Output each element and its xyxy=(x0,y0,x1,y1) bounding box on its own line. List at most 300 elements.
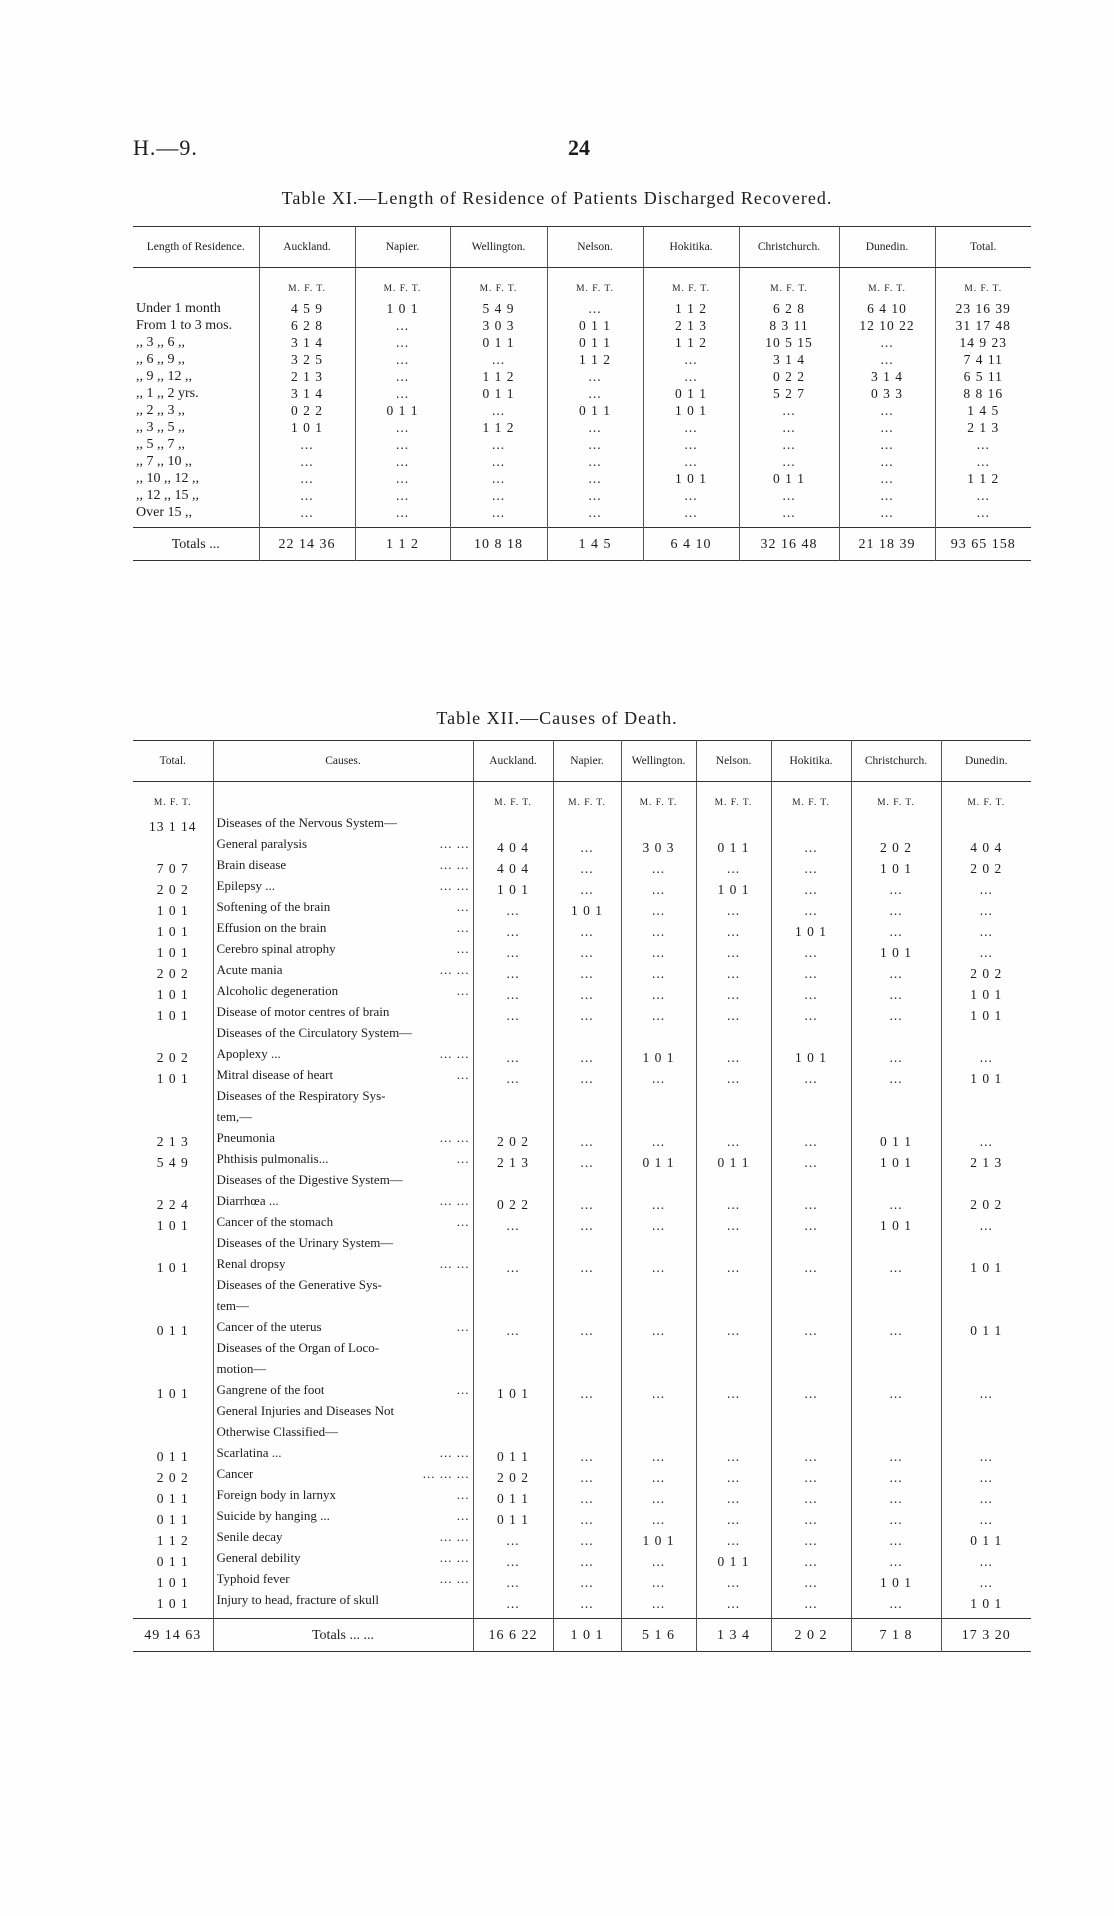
total-cell xyxy=(133,1234,213,1255)
cause-cell xyxy=(213,1360,473,1381)
data-cell xyxy=(771,814,851,835)
data-cell: ... xyxy=(259,504,355,521)
table-row xyxy=(133,1339,1031,1360)
total-cell: 1 0 1 xyxy=(553,1619,621,1652)
cause-label: Disease of motor centres of brain xyxy=(216,1004,390,1019)
data-cell: 6 4 10 xyxy=(839,300,935,317)
data-cell: ... xyxy=(643,436,739,453)
data-cell: ... xyxy=(553,1150,621,1171)
cause-cell xyxy=(213,835,473,856)
cause-label: Diseases of the Nervous System— xyxy=(216,815,398,830)
data-cell: ... xyxy=(976,454,990,469)
cause-label: Mitral disease of heart xyxy=(216,1067,334,1082)
table-row xyxy=(133,436,1031,453)
column-header: Total. xyxy=(935,227,1031,268)
data-cell: ... xyxy=(553,1129,621,1150)
leader-dots: ... ... xyxy=(439,962,470,977)
data-cell: ... xyxy=(696,1255,771,1276)
table-row xyxy=(133,1024,1031,1045)
table-row xyxy=(133,1234,1031,1255)
data-cell: ... xyxy=(450,504,547,521)
column-header: Total. xyxy=(133,741,213,782)
total-cell: 2 0 2 xyxy=(133,961,213,982)
data-cell: ... xyxy=(553,919,621,940)
data-cell xyxy=(696,1360,771,1381)
table-row xyxy=(133,814,1031,835)
total-cell: 0 1 1 xyxy=(133,1318,213,1339)
table-row xyxy=(133,1591,1031,1612)
cause-label: Brain disease xyxy=(216,857,287,872)
data-cell: ... xyxy=(643,487,739,504)
cause-label: Diseases of the Urinary System— xyxy=(216,1235,394,1250)
data-cell xyxy=(553,1360,621,1381)
data-cell xyxy=(621,1360,696,1381)
cause-label: Cancer of the stomach xyxy=(216,1214,334,1229)
leader-dots: ... ... xyxy=(439,878,470,893)
table-row xyxy=(133,300,1031,317)
data-cell: ... xyxy=(553,1465,621,1486)
data-cell: 4 0 4 xyxy=(473,835,553,856)
data-cell: ... xyxy=(979,1386,993,1401)
column-header: Napier. xyxy=(355,227,450,268)
data-cell: ... xyxy=(771,1318,851,1339)
cause-label: Alcoholic degeneration xyxy=(216,983,339,998)
data-cell: ... xyxy=(553,982,621,1003)
data-cell: ... xyxy=(553,1003,621,1024)
data-cell: 3 0 3 xyxy=(450,317,547,334)
cause-cell xyxy=(213,1192,473,1213)
total-cell xyxy=(133,1402,213,1423)
data-cell: ... xyxy=(771,835,851,856)
data-cell: ... xyxy=(473,919,553,940)
data-cell: ... xyxy=(621,877,696,898)
total-cell: 1 0 1 xyxy=(133,898,213,919)
data-cell: 1 1 2 xyxy=(967,471,1000,486)
spacer xyxy=(133,268,259,301)
cause-cell xyxy=(213,1591,473,1612)
data-cell: ... xyxy=(621,1318,696,1339)
data-cell xyxy=(621,1276,696,1297)
total-cell: 1 0 1 xyxy=(133,940,213,961)
data-cell xyxy=(771,1276,851,1297)
data-cell: ... xyxy=(771,1381,851,1402)
data-cell: ... xyxy=(547,436,643,453)
data-cell xyxy=(553,1171,621,1192)
total-cell: 2 1 3 xyxy=(133,1129,213,1150)
table-row xyxy=(133,898,1031,919)
residence-label: ,, 7 ,, 10 ,, xyxy=(133,453,259,470)
data-cell: ... xyxy=(739,504,839,521)
leader-dots: ... ... xyxy=(439,836,470,851)
data-cell: ... xyxy=(450,487,547,504)
data-cell: ... xyxy=(473,1003,553,1024)
data-cell: ... xyxy=(839,504,935,521)
table-row xyxy=(133,1507,1031,1528)
data-cell: ... xyxy=(621,1213,696,1234)
data-cell xyxy=(553,1402,621,1423)
data-cell: ... xyxy=(771,1591,851,1612)
column-header: Dunedin. xyxy=(839,227,935,268)
column-header: Hokitika. xyxy=(771,741,851,782)
data-cell: ... xyxy=(355,334,450,351)
residence-label: ,, 2 ,, 3 ,, xyxy=(133,402,259,419)
data-cell: ... xyxy=(979,924,993,939)
data-cell: ... xyxy=(547,419,643,436)
data-cell xyxy=(771,1024,851,1045)
total-cell xyxy=(133,1108,213,1129)
data-cell: ... xyxy=(621,1129,696,1150)
subheader-row xyxy=(133,268,1031,301)
total-cell xyxy=(133,1423,213,1444)
sex-subheader: M. F. T. xyxy=(133,782,213,815)
total-cell: 1 0 1 xyxy=(133,982,213,1003)
data-cell: ... xyxy=(553,1486,621,1507)
data-cell xyxy=(851,1297,941,1318)
data-cell: ... xyxy=(696,1465,771,1486)
column-header: Hokitika. xyxy=(643,227,739,268)
cause-label: Otherwise Classified— xyxy=(216,1424,339,1439)
table-row xyxy=(133,1486,1031,1507)
sex-subheader: M. F. T. xyxy=(355,268,450,301)
table-row xyxy=(133,368,1031,385)
data-cell: 0 1 1 xyxy=(450,385,547,402)
table-row xyxy=(133,1087,1031,1108)
data-cell: ... xyxy=(553,856,621,877)
total-cell: 0 1 1 xyxy=(133,1486,213,1507)
data-cell: ... xyxy=(259,487,355,504)
column-header: Causes. xyxy=(213,741,473,782)
data-cell: ... xyxy=(696,1486,771,1507)
data-cell: 0 1 1 xyxy=(970,1323,1003,1338)
data-cell: ... xyxy=(547,385,643,402)
data-cell xyxy=(621,1108,696,1129)
data-cell: ... xyxy=(473,1213,553,1234)
data-cell: 1 0 1 xyxy=(621,1528,696,1549)
data-cell: ... xyxy=(851,1066,941,1087)
sex-subheader: M. F. T. xyxy=(450,268,547,301)
data-cell: 1 0 1 xyxy=(643,470,739,487)
data-cell: ... xyxy=(979,1575,993,1590)
data-cell: 0 1 1 xyxy=(473,1444,553,1465)
data-cell: ... xyxy=(696,1444,771,1465)
data-cell: ... xyxy=(771,1444,851,1465)
data-cell: ... xyxy=(839,419,935,436)
table-row xyxy=(133,385,1031,402)
totals-row xyxy=(133,1619,1031,1652)
cause-cell xyxy=(213,1276,473,1297)
data-cell: 0 1 1 xyxy=(970,1533,1003,1548)
table-row xyxy=(133,487,1031,504)
data-cell: 2 0 2 xyxy=(473,1465,553,1486)
data-cell: 6 2 8 xyxy=(259,317,355,334)
total-cell: 1 0 1 xyxy=(133,1570,213,1591)
total-cell: 22 14 36 xyxy=(259,528,355,561)
data-cell xyxy=(851,1234,941,1255)
leader-dots: ... ... xyxy=(439,1550,470,1565)
total-cell: 0 1 1 xyxy=(133,1507,213,1528)
cause-label: General paralysis xyxy=(216,836,308,851)
data-cell: 5 4 9 xyxy=(450,300,547,317)
data-cell: 2 1 3 xyxy=(970,1155,1003,1170)
residence-label: Under 1 month xyxy=(133,300,259,317)
data-cell: ... xyxy=(979,1134,993,1149)
data-cell: ... xyxy=(771,1129,851,1150)
data-cell: ... xyxy=(553,877,621,898)
data-cell: ... xyxy=(739,487,839,504)
cause-cell xyxy=(213,1087,473,1108)
data-cell: ... xyxy=(621,1591,696,1612)
total-cell xyxy=(133,1297,213,1318)
total-cell xyxy=(133,1087,213,1108)
cause-cell xyxy=(213,1381,473,1402)
cause-cell xyxy=(213,1108,473,1129)
cause-label: Diarrhœa ... xyxy=(216,1193,279,1208)
column-header: Auckland. xyxy=(259,227,355,268)
data-cell: 1 0 1 xyxy=(851,1150,941,1171)
cause-cell xyxy=(213,1213,473,1234)
data-cell xyxy=(553,1339,621,1360)
cause-cell xyxy=(213,982,473,1003)
totals-label: Totals ... ... xyxy=(213,1619,473,1652)
data-cell: ... xyxy=(696,940,771,961)
table-row xyxy=(133,1549,1031,1570)
cause-label: Diseases of the Organ of Loco- xyxy=(216,1340,380,1355)
table-row xyxy=(133,1402,1031,1423)
sex-subheader: M. F. T. xyxy=(771,782,851,815)
data-cell: 4 5 9 xyxy=(259,300,355,317)
data-cell: ... xyxy=(739,419,839,436)
total-cell xyxy=(133,1024,213,1045)
data-cell: ... xyxy=(771,1192,851,1213)
data-cell: 31 17 48 xyxy=(955,318,1011,333)
data-cell: 1 1 2 xyxy=(643,334,739,351)
data-cell: ... xyxy=(739,402,839,419)
data-cell: ... xyxy=(839,334,935,351)
data-cell: 8 8 16 xyxy=(963,386,1004,401)
data-cell: ... xyxy=(643,504,739,521)
data-cell xyxy=(553,1108,621,1129)
data-cell: ... xyxy=(979,1050,993,1065)
data-cell: ... xyxy=(553,1507,621,1528)
data-cell: ... xyxy=(450,470,547,487)
data-cell: ... xyxy=(771,961,851,982)
data-cell xyxy=(771,1234,851,1255)
total-cell: 1 1 2 xyxy=(133,1528,213,1549)
sex-subheader: M. F. T. xyxy=(696,782,771,815)
data-cell xyxy=(553,1234,621,1255)
sex-subheader: M. F. T. xyxy=(643,268,739,301)
data-cell: ... xyxy=(851,1381,941,1402)
cause-cell xyxy=(213,1570,473,1591)
sex-subheader: M. F. T. xyxy=(839,268,935,301)
data-cell: ... xyxy=(696,1318,771,1339)
data-cell: ... xyxy=(473,898,553,919)
data-cell: ... xyxy=(643,368,739,385)
data-cell: ... xyxy=(547,368,643,385)
data-cell xyxy=(771,1423,851,1444)
total-cell: 2 0 2 xyxy=(771,1619,851,1652)
data-cell: ... xyxy=(547,504,643,521)
table-row xyxy=(133,1423,1031,1444)
data-cell xyxy=(771,1087,851,1108)
data-cell: ... xyxy=(553,1591,621,1612)
data-cell: ... xyxy=(553,1570,621,1591)
table-row xyxy=(133,351,1031,368)
data-cell: ... xyxy=(851,1255,941,1276)
data-cell: ... xyxy=(621,982,696,1003)
data-cell: ... xyxy=(355,368,450,385)
data-cell: 0 1 1 xyxy=(473,1507,553,1528)
leader-dots: ... xyxy=(456,1151,470,1166)
column-header: Wellington. xyxy=(621,741,696,782)
data-cell: ... xyxy=(979,1470,993,1485)
data-cell: ... xyxy=(355,317,450,334)
cause-cell xyxy=(213,1129,473,1150)
total-cell: 1 0 1 xyxy=(133,1381,213,1402)
data-cell: 2 0 2 xyxy=(851,835,941,856)
data-cell: 3 0 3 xyxy=(621,835,696,856)
table-row xyxy=(133,1297,1031,1318)
data-cell xyxy=(553,1024,621,1045)
data-cell: ... xyxy=(851,898,941,919)
data-cell xyxy=(696,1024,771,1045)
data-cell xyxy=(621,1171,696,1192)
data-cell: 0 1 1 xyxy=(355,402,450,419)
data-cell: ... xyxy=(851,1507,941,1528)
data-cell: ... xyxy=(473,940,553,961)
data-cell xyxy=(553,814,621,835)
data-cell: ... xyxy=(553,1528,621,1549)
data-cell: 1 0 1 xyxy=(970,1260,1003,1275)
data-cell xyxy=(771,1360,851,1381)
data-cell: 10 5 15 xyxy=(739,334,839,351)
total-cell xyxy=(133,1276,213,1297)
data-cell xyxy=(771,1339,851,1360)
data-cell xyxy=(696,1297,771,1318)
cause-cell xyxy=(213,961,473,982)
residence-label: ,, 5 ,, 7 ,, xyxy=(133,436,259,453)
table-row xyxy=(133,1129,1031,1150)
table-row xyxy=(133,317,1031,334)
cause-cell xyxy=(213,898,473,919)
data-cell xyxy=(941,1171,1031,1192)
data-cell: 1 0 1 xyxy=(851,856,941,877)
column-header: Nelson. xyxy=(696,741,771,782)
data-cell: ... xyxy=(547,453,643,470)
leader-dots: ... xyxy=(456,1214,470,1229)
data-cell: ... xyxy=(553,1066,621,1087)
data-cell: ... xyxy=(851,1465,941,1486)
data-cell: ... xyxy=(771,1066,851,1087)
data-cell: 1 0 1 xyxy=(970,1071,1003,1086)
data-cell: ... xyxy=(355,470,450,487)
data-cell: ... xyxy=(696,1003,771,1024)
data-cell: ... xyxy=(771,1213,851,1234)
column-header: Length of Residence. xyxy=(133,227,259,268)
data-cell: ... xyxy=(771,1528,851,1549)
data-cell xyxy=(473,1339,553,1360)
data-cell: ... xyxy=(473,982,553,1003)
data-cell: 2 1 3 xyxy=(259,368,355,385)
table-row xyxy=(133,1570,1031,1591)
cause-label: tem— xyxy=(216,1298,249,1313)
data-cell xyxy=(621,1423,696,1444)
data-cell: ... xyxy=(450,436,547,453)
data-cell: ... xyxy=(771,856,851,877)
data-cell xyxy=(851,1402,941,1423)
data-cell: ... xyxy=(771,982,851,1003)
total-cell: 21 18 39 xyxy=(839,528,935,561)
cause-label: Gangrene of the foot xyxy=(216,1382,325,1397)
cause-cell xyxy=(213,1003,473,1024)
cause-label: Cerebro spinal atrophy xyxy=(216,941,336,956)
column-header: Wellington. xyxy=(450,227,547,268)
data-cell: ... xyxy=(621,1003,696,1024)
data-cell: 3 1 4 xyxy=(839,368,935,385)
sex-subheader: M. F. T. xyxy=(473,782,553,815)
totals-label: Totals ... xyxy=(133,528,259,561)
data-cell xyxy=(473,814,553,835)
data-cell: 3 1 4 xyxy=(259,334,355,351)
column-header: Christchurch. xyxy=(739,227,839,268)
data-cell xyxy=(941,1234,1031,1255)
page-header-reference: H.—9. xyxy=(133,135,198,160)
data-cell: 1 0 1 xyxy=(355,300,450,317)
data-cell: ... xyxy=(976,488,990,503)
table-row xyxy=(133,1276,1031,1297)
data-cell: ... xyxy=(355,385,450,402)
residence-label: ,, 10 ,, 12 ,, xyxy=(133,470,259,487)
data-cell: ... xyxy=(553,835,621,856)
data-cell: 1 0 1 xyxy=(851,940,941,961)
data-cell: ... xyxy=(851,1192,941,1213)
data-cell: ... xyxy=(979,1554,993,1569)
sex-subheader: M. F. T. xyxy=(259,268,355,301)
data-cell: ... xyxy=(979,1491,993,1506)
cause-label: Suicide by hanging ... xyxy=(216,1508,330,1523)
subheader-row xyxy=(133,782,1031,815)
data-cell: 1 4 5 xyxy=(967,403,1000,418)
data-cell: ... xyxy=(553,1549,621,1570)
cause-cell xyxy=(213,1234,473,1255)
leader-dots: ... xyxy=(456,920,470,935)
cause-label: Diseases of the Respiratory Sys- xyxy=(216,1088,386,1103)
table-row xyxy=(133,1318,1031,1339)
cause-cell xyxy=(213,814,473,835)
data-cell xyxy=(941,1087,1031,1108)
spacer xyxy=(213,782,473,815)
cause-label: Cancer of the uterus xyxy=(216,1319,322,1334)
leader-dots: ... xyxy=(456,941,470,956)
data-cell: 4 0 4 xyxy=(970,840,1003,855)
data-cell: ... xyxy=(473,1045,553,1066)
data-cell: 1 1 2 xyxy=(450,419,547,436)
data-cell: ... xyxy=(851,877,941,898)
data-cell: ... xyxy=(473,1528,553,1549)
data-cell: 0 1 1 xyxy=(696,835,771,856)
data-cell: 0 1 1 xyxy=(621,1150,696,1171)
data-cell xyxy=(553,1297,621,1318)
data-cell: ... xyxy=(355,453,450,470)
data-cell: ... xyxy=(771,1150,851,1171)
leader-dots: ... ... xyxy=(439,1256,470,1271)
total-cell xyxy=(133,1339,213,1360)
data-cell: ... xyxy=(851,982,941,1003)
data-cell: ... xyxy=(696,982,771,1003)
data-cell: ... xyxy=(696,1507,771,1528)
total-cell: 1 0 1 xyxy=(133,1591,213,1612)
data-cell: 1 0 1 xyxy=(643,402,739,419)
